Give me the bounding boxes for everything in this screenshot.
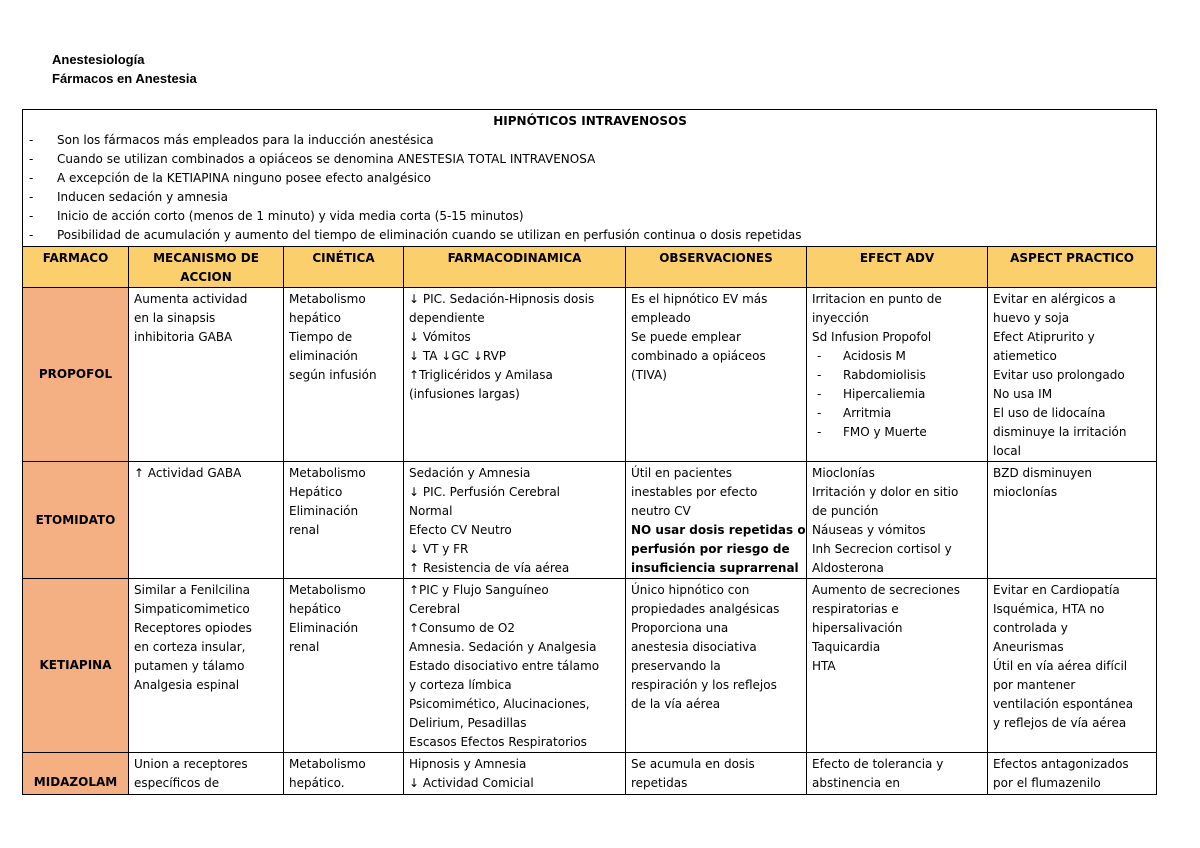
cell-aspect-practico [988, 288, 1157, 462]
cell-line: hipersalivación [812, 621, 903, 635]
cell-line: de la vía aérea [631, 697, 721, 711]
intro-bullet [29, 207, 1151, 226]
cell-line: NO usar dosis repetidas o [631, 523, 806, 537]
cell-line: controlada y [993, 621, 1068, 635]
intro-bullet-text: Inducen sedación y amnesia [57, 190, 228, 204]
cell-line: Útil en vía aérea difícil [993, 659, 1128, 673]
cell-line: hepático [289, 311, 341, 325]
cell-line: Tiempo de [289, 330, 353, 344]
cell-efect-adv [807, 462, 988, 579]
bullet-text: Rabdomiolisis [843, 368, 926, 382]
cell-line: por el flumazenilo [993, 776, 1101, 790]
cell-efect-adv [807, 288, 988, 462]
cell-line: Aneurismas [993, 640, 1064, 654]
cell-line: respiración y los reflejos [631, 678, 777, 692]
cell-line: ↑PIC y Flujo Sanguíneo [409, 583, 549, 597]
cell-line: Amnesia. Sedación y Analgesia [409, 640, 597, 654]
col-header-mecanismo-line2: ACCION [180, 270, 232, 284]
cell-mecanismo [129, 288, 284, 462]
cell-line: disminuye la irritación [993, 425, 1127, 439]
cell-line: No usa IM [993, 387, 1053, 401]
cell-line: Receptores opiodes [134, 621, 252, 635]
cell-line: Evitar en alérgicos a [993, 292, 1116, 306]
bullet-text: FMO y Muerte [843, 425, 927, 439]
cell-aspect-practico [988, 753, 1157, 795]
intro-bullet [29, 226, 1151, 245]
bullet-dash: - [29, 171, 34, 185]
intro-bullet-text: Son los fármacos más empleados para la inducción anestésica [57, 133, 434, 147]
document-header [52, 50, 197, 88]
cell-line: en corteza insular, [134, 640, 246, 654]
cell-observaciones [626, 753, 807, 795]
bullet-dash: - [29, 152, 34, 166]
intro-bullet [29, 169, 1151, 188]
cell-line: ventilación espontánea [993, 697, 1134, 711]
cell-line: Se acumula en dosis [631, 757, 755, 771]
cell-line: Simpaticomimetico [134, 602, 250, 616]
cell-line: Eliminación [289, 504, 359, 518]
cell-line: Union a receptores [134, 757, 248, 771]
table-row [23, 462, 1157, 579]
cell-line: respiratorias e [812, 602, 899, 616]
section-title: HIPNÓTICOS INTRAVENOSOS [493, 114, 687, 128]
cell-efect-adv [807, 579, 988, 753]
cell-line: Analgesia espinal [134, 678, 240, 692]
cell-line: ↑ Resistencia de vía aérea [409, 561, 570, 575]
cell-line: Hepático [289, 485, 343, 499]
cell-line: Sd Infusion Propofol [812, 330, 932, 344]
cell-line: Eliminación [289, 621, 359, 635]
bullet-dash: - [29, 190, 34, 204]
cell-line: empleado [631, 311, 691, 325]
col-header-aspect-practico: ASPECT PRACTICO [988, 247, 1157, 288]
cell-line: Estado disociativo entre tálamo [409, 659, 600, 673]
cell-efect-adv [807, 753, 988, 795]
bullet-dash: - [817, 368, 822, 382]
bullet-item [817, 423, 982, 442]
bullet-dash: - [29, 228, 34, 242]
cell-line: hepático. [289, 776, 345, 790]
col-header-efect-adv: EFECT ADV [807, 247, 988, 288]
bullet-dash: - [817, 349, 822, 363]
cell-line: específicos de [134, 776, 220, 790]
cell-line: Escasos Efectos Respiratorios [409, 735, 587, 749]
drug-name: PROPOFOL [23, 288, 129, 462]
cell-line: Psicomimético, Alucinaciones, [409, 697, 590, 711]
cell-farmacodinamica [404, 579, 626, 753]
cell-line: Similar a Fenilcilina [134, 583, 251, 597]
bullet-item [817, 366, 982, 385]
cell-line: combinado a opiáceos [631, 349, 766, 363]
cell-mecanismo [129, 753, 284, 795]
cell-line: ↓ TA ↓GC ↓RVP [409, 349, 507, 363]
cell-line: dependiente [409, 311, 485, 325]
cell-line: en la sinapsis [134, 311, 216, 325]
cell-line: huevo y soja [993, 311, 1070, 325]
cell-cinetica [284, 753, 404, 795]
cell-aspect-practico [988, 579, 1157, 753]
cell-farmacodinamica [404, 753, 626, 795]
bullet-dash: - [817, 406, 822, 420]
cell-line: ↓ PIC. Sedación-Hipnosis dosis [409, 292, 595, 306]
cell-line: Cerebral [409, 602, 461, 616]
bullet-text: Acidosis M [843, 349, 906, 363]
cell-line: Náuseas y vómitos [812, 523, 926, 537]
cell-line: El uso de lidocaína [993, 406, 1106, 420]
cell-line: anestesia disociativa [631, 640, 757, 654]
cell-line: Metabolismo [289, 583, 366, 597]
column-header-row [23, 247, 1157, 288]
cell-line: Hipnosis y Amnesia [409, 757, 527, 771]
intro-list [29, 131, 1151, 245]
cell-mecanismo [129, 462, 284, 579]
cell-line: atiemetico [993, 349, 1057, 363]
cell-line: ↑Triglicéridos y Amilasa [409, 368, 553, 382]
cell-observaciones [626, 288, 807, 462]
bullet-dash: - [29, 209, 34, 223]
cell-line: Metabolismo [289, 757, 366, 771]
cell-aspect-practico [988, 462, 1157, 579]
cell-line: Evitar uso prolongado [993, 368, 1125, 382]
cell-line: preservando la [631, 659, 721, 673]
header-subject: Anestesiología [52, 52, 145, 67]
cell-line: Efectos antagonizados [993, 757, 1129, 771]
table-row [23, 288, 1157, 462]
cell-line: BZD disminuyen [993, 466, 1093, 480]
intro-row [23, 110, 1157, 247]
bullet-item [817, 404, 982, 423]
bullet-item [817, 347, 982, 366]
cell-line: Proporciona una [631, 621, 729, 635]
cell-line: renal [289, 523, 320, 537]
bullet-item [817, 385, 982, 404]
cell-line: Isquémica, HTA no [993, 602, 1105, 616]
cell-line: y reflejos de vía aérea [993, 716, 1127, 730]
intro-bullet [29, 131, 1151, 150]
cell-line: Mioclonías [812, 466, 875, 480]
cell-line: por mantener [993, 678, 1076, 692]
drug-name: ETOMIDATO [23, 462, 129, 579]
cell-observaciones [626, 579, 807, 753]
intro-bullet-text: Cuando se utilizan combinados a opiáceos se denomina ANESTESIA TOTAL INTRAVENOSA [57, 152, 596, 166]
cell-line: Aumento de secreciones [812, 583, 960, 597]
bullet-dash: - [817, 387, 822, 401]
cell-line: ↓ PIC. Perfusión Cerebral [409, 485, 561, 499]
cell-line: local [993, 444, 1021, 458]
cell-line: abstinencia en [812, 776, 900, 790]
col-header-cinetica: CINÉTICA [284, 247, 404, 288]
cell-line: inhibitoria GABA [134, 330, 233, 344]
cell-line: ↓ VT y FR [409, 542, 469, 556]
cell-cinetica [284, 579, 404, 753]
col-header-farmacodinamica: FARMACODINAMICA [404, 247, 626, 288]
cell-line: Efecto CV Neutro [409, 523, 512, 537]
cell-line: repetidas [631, 776, 688, 790]
cell-line: perfusión por riesgo de [631, 542, 790, 556]
cell-line: (TIVA) [631, 368, 667, 382]
intro-bullet [29, 150, 1151, 169]
cell-line: ↓ Actividad Comicial [409, 776, 534, 790]
col-header-mecanismo-line1: MECANISMO DE [153, 251, 259, 265]
intro-bullet-text: A excepción de la KETIAPINA ninguno posee efecto analgésico [57, 171, 431, 185]
cell-line: mioclonías [993, 485, 1058, 499]
cell-line: inestables por efecto [631, 485, 758, 499]
cell-line: Útil en pacientes [631, 466, 733, 480]
cell-line: Es el hipnótico EV más [631, 292, 768, 306]
cell-farmacodinamica [404, 288, 626, 462]
cell-line: Único hipnótico con [631, 583, 750, 597]
cell-line: ↓ Vómitos [409, 330, 471, 344]
drug-name: KETIAPINA [23, 579, 129, 753]
intro-bullet-text: Inicio de acción corto (menos de 1 minuto) y vida media corta (5-15 minutos) [57, 209, 524, 223]
cell-line: insuficiencia suprarrenal [631, 561, 799, 575]
cell-line: neutro CV [631, 504, 691, 518]
intro-bullet [29, 188, 1151, 207]
cell-cinetica [284, 462, 404, 579]
cell-line: Metabolismo [289, 466, 366, 480]
cell-line: putamen y tálamo [134, 659, 245, 673]
table-row [23, 579, 1157, 753]
cell-farmacodinamica [404, 462, 626, 579]
cell-mecanismo [129, 579, 284, 753]
cell-line: Delirium, Pesadillas [409, 716, 527, 730]
cell-line: Se puede emplear [631, 330, 741, 344]
bullet-dash: - [817, 425, 822, 439]
cell-line: Efecto de tolerancia y [812, 757, 944, 771]
cell-line: de punción [812, 504, 879, 518]
cell-line: Irritacion en punto de [812, 292, 942, 306]
cell-line: Normal [409, 504, 453, 518]
cell-line: Inh Secrecion cortisol y [812, 542, 952, 556]
col-header-mecanismo [129, 247, 284, 288]
bullet-text: Arritmia [843, 406, 892, 420]
cell-line: eliminación [289, 349, 358, 363]
cell-line: renal [289, 640, 320, 654]
col-header-observaciones: OBSERVACIONES [626, 247, 807, 288]
cell-line: ↑ Actividad GABA [134, 466, 242, 480]
cell-line: Irritación y dolor en sitio [812, 485, 959, 499]
col-header-farmaco: FARMACO [23, 247, 129, 288]
cell-line: Aumenta actividad [134, 292, 248, 306]
cell-line: Metabolismo [289, 292, 366, 306]
cell-line: inyección [812, 311, 869, 325]
intro-bullet-text: Posibilidad de acumulación y aumento del tiempo de eliminación cuando se utilizan en perfusión continua o dosis repetidas [57, 228, 802, 242]
cell-line: y corteza límbica [409, 678, 512, 692]
cell-cinetica [284, 288, 404, 462]
cell-line: hepático [289, 602, 341, 616]
drug-table [22, 109, 1157, 795]
cell-line: Evitar en Cardiopatía [993, 583, 1120, 597]
cell-line: Efect Atiprurito y [993, 330, 1095, 344]
cell-line: (infusiones largas) [409, 387, 520, 401]
intro-cell [23, 110, 1157, 247]
drug-name: MIDAZOLAM [23, 753, 129, 795]
cell-line: propiedades analgésicas [631, 602, 780, 616]
cell-line: HTA [812, 659, 836, 673]
bullet-dash: - [29, 133, 34, 147]
header-topic: Fármacos en Anestesia [52, 71, 197, 86]
bullet-text: Hipercaliemia [843, 387, 926, 401]
cell-observaciones [626, 462, 807, 579]
cell-line: Aldosterona [812, 561, 884, 575]
cell-line: según infusión [289, 368, 377, 382]
cell-line: ↑Consumo de O2 [409, 621, 515, 635]
cell-line: Sedación y Amnesia [409, 466, 531, 480]
table-row [23, 753, 1157, 795]
cell-line: Taquicardia [812, 640, 881, 654]
